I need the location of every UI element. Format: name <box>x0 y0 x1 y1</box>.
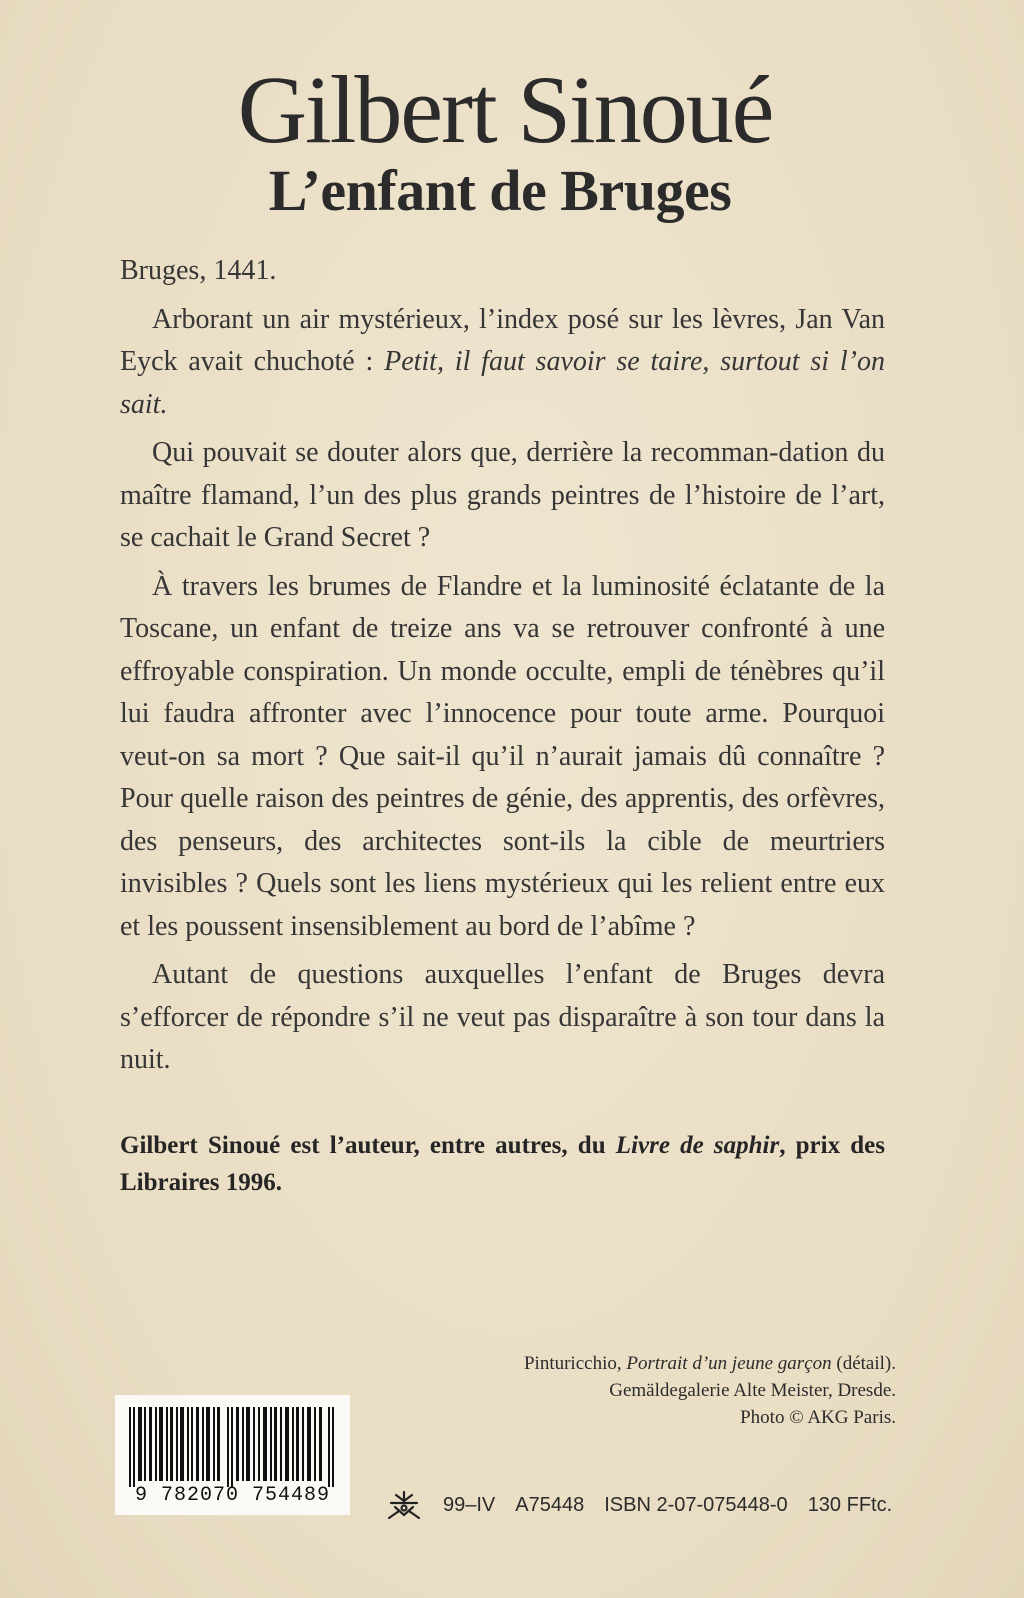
bio-book-title: Livre de saphir <box>615 1132 780 1159</box>
image-credits <box>376 1350 896 1431</box>
blurb-paragraph-5: Autant de questions auxquelles l’enfant de Bruges devra s’efforcer de répondre s’il ne veut pas disparaître à son tour dans la nuit. <box>120 959 885 1075</box>
credit-photo: Photo © AKG Paris. <box>740 1407 896 1428</box>
credit-detail: (détail). <box>831 1353 896 1374</box>
credit-museum: Gemäldegalerie Alte Meister, Dresde. <box>609 1380 896 1401</box>
blurb-paragraph-3: Qui pouvait se douter alors que, derrière la recomman-dation du maître flamand, l’un des plus grands peintres de l’histoire de l’art, se cachait le Grand Secret ? <box>120 437 885 553</box>
credit-painting <box>376 1350 896 1377</box>
author-name: Gilbert Sinoué <box>237 56 773 163</box>
blurb-paragraph-2 <box>120 299 885 427</box>
print-code: 99–IV <box>443 1493 496 1516</box>
product-code: A75448 <box>515 1493 585 1516</box>
barcode-bars-icon <box>129 1407 336 1487</box>
credit-painter: Pinturicchio, <box>523 1353 627 1374</box>
bio-suffix: , prix des Libraires 1996. <box>120 1132 885 1196</box>
gallimard-logo-icon <box>385 1489 423 1521</box>
isbn: ISBN 2-07-075448-0 <box>604 1493 788 1516</box>
barcode <box>115 1395 350 1515</box>
publisher-footer <box>385 1490 897 1520</box>
blurb-paragraph-1: Bruges, 1441. <box>120 255 277 286</box>
blurb-paragraph-4: À travers les brumes de Flandre et la luminosité éclatante de la Toscane, un enfant de treize ans va se retrouver confronté à une effroyable conspiration. Un monde occulte, empli de ténèbres qu’il lui faudra affronter avec l’innocence pour toute arme. Pourquoi veut-on sa mort ? Que sait-il qu’il n’aurait jamais dû connaître ? Pour quelle raison des peintres de génie, des apprentis, des orfèvres, des penseurs, des architectes sont-ils la cible de meurtriers invisibles ? Quels sont les liens mystérieux qui les relient entre eux et les poussent insensiblement au bord de l’abîme ? <box>120 570 885 942</box>
blurb-quote: Petit, il faut savoir se taire, surtout si l’on sait. <box>120 346 885 420</box>
credit-painting-title: Portrait d’un jeune garçon <box>626 1353 832 1374</box>
author-bio <box>120 1127 885 1201</box>
bio-prefix: Gilbert Sinoué est l’auteur, entre autres, du <box>120 1132 616 1159</box>
price: 130 FFtc. <box>807 1493 893 1516</box>
book-title: L’enfant de Bruges <box>268 158 732 223</box>
barcode-number: 9 782070 754489 <box>134 1484 331 1507</box>
blurb <box>120 250 885 1088</box>
blurb-paragraph-2-text: Arborant un air mystérieux, l’index posé sur les lèvres, Jan Van Eyck avait chuchoté : <box>120 303 885 377</box>
